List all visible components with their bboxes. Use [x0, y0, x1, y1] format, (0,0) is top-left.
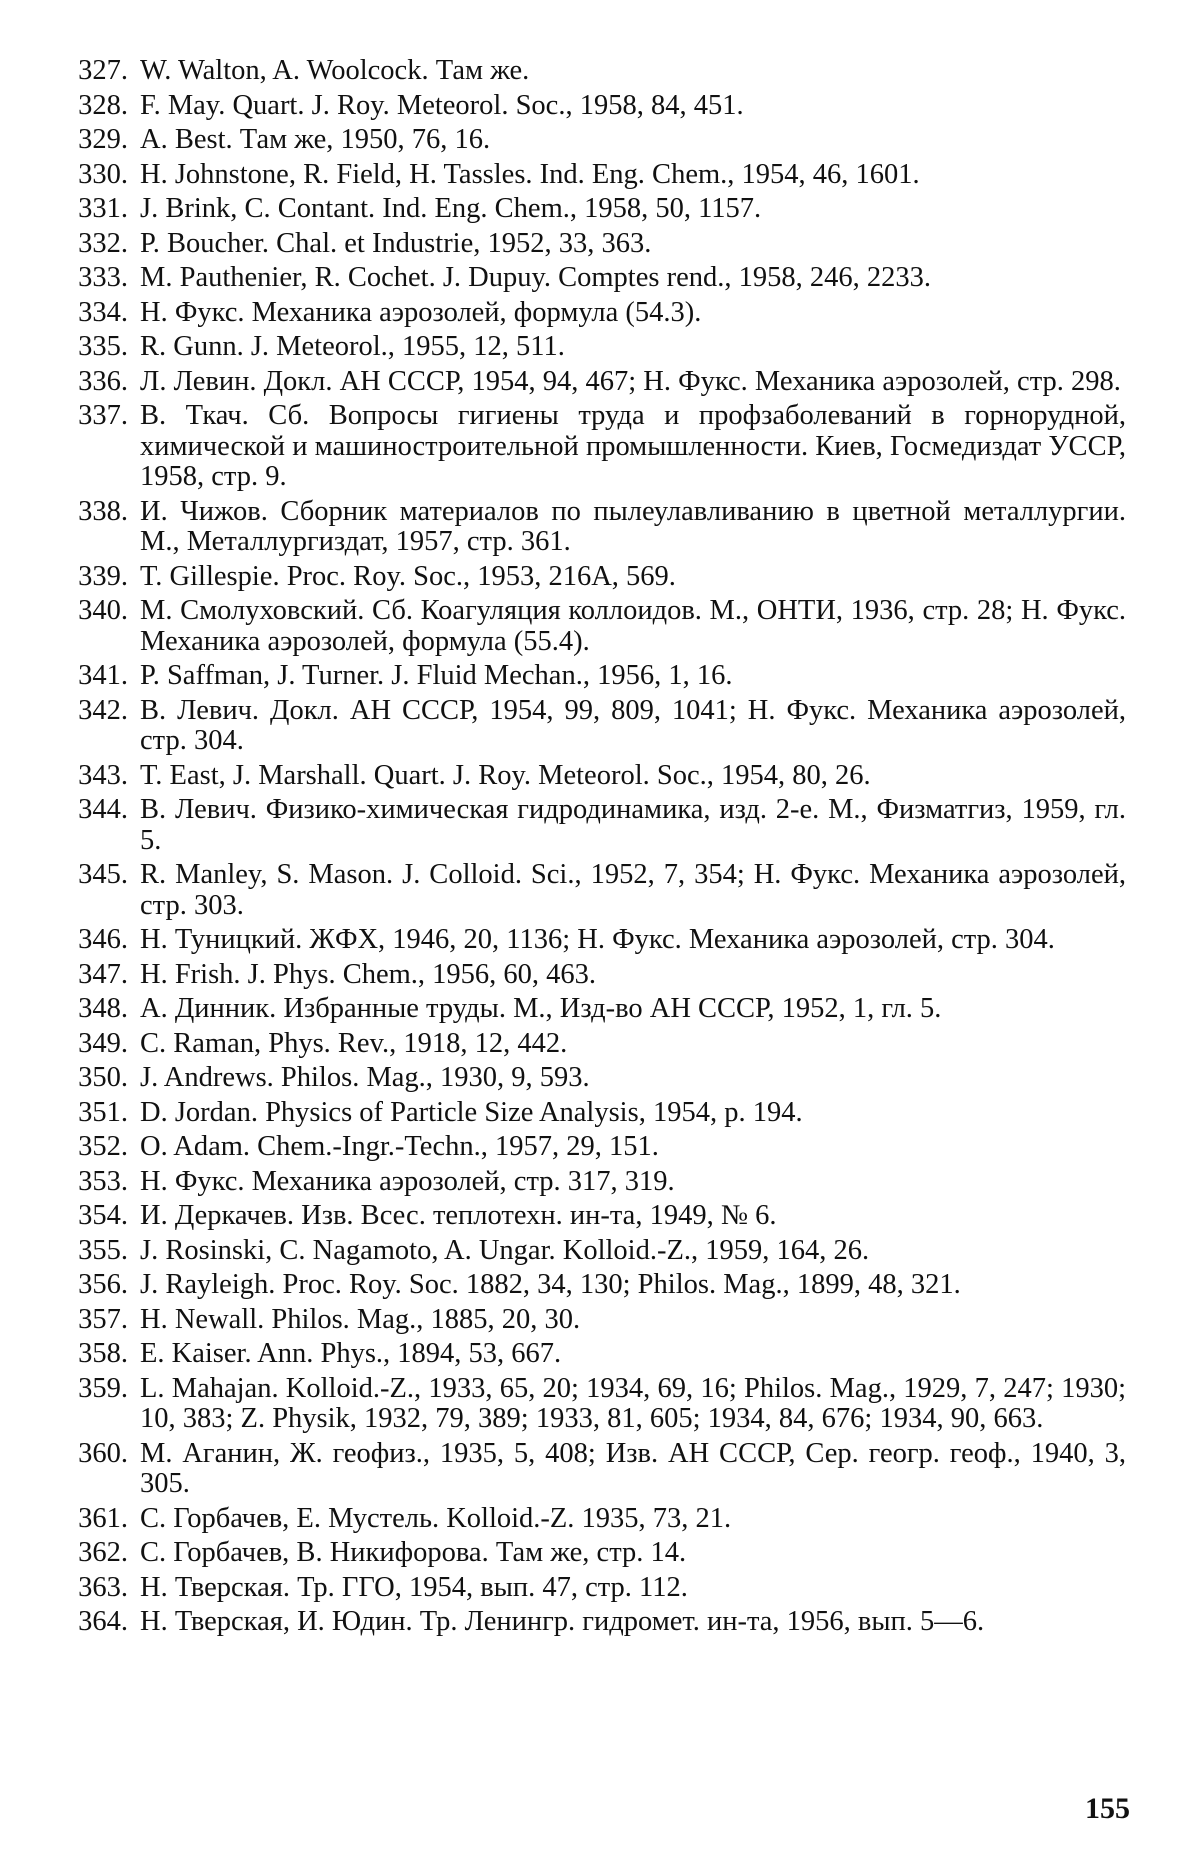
- reference-text: P. Saffman, J. Turner. J. Fluid Mechan., 1956, 1, 16.: [140, 660, 733, 691]
- reference-number: 354.: [78, 1200, 128, 1231]
- reference-number: 361.: [78, 1502, 128, 1534]
- reference-entry: [64, 1305, 1126, 1336]
- reference-number: 357.: [78, 1303, 128, 1335]
- reference-text: C. Raman, Phys. Rev., 1918, 12, 442.: [140, 1027, 568, 1059]
- reference-entry: [64, 91, 1126, 122]
- reference-entry: [64, 1201, 1126, 1232]
- reference-text: H. Frish. J. Phys. Chem., 1956, 60, 463.: [140, 958, 597, 990]
- reference-number: 333.: [78, 262, 128, 293]
- reference-entry: [64, 761, 1126, 792]
- reference-number: 345.: [78, 859, 128, 890]
- reference-list: [64, 56, 1126, 1642]
- reference-number: 340.: [78, 595, 128, 626]
- reference-entry: [64, 263, 1126, 294]
- reference-number: 355.: [78, 1234, 128, 1266]
- reference-entry: [64, 1374, 1126, 1435]
- reference-entry: [64, 1029, 1126, 1060]
- reference-number: 328.: [78, 89, 128, 121]
- reference-text: A. Best. Там же, 1950, 76, 16.: [140, 124, 491, 155]
- reference-text: В. Ткач. Сб. Вопросы гигиены труда и профзаболеваний в горнорудной, химической и машиностроительной промышленности. Киев, Госмедиздат УССР, 1958, стр. 9.: [140, 400, 1126, 492]
- reference-number: 335.: [78, 331, 128, 362]
- reference-entry: [64, 1167, 1126, 1198]
- reference-text: J. Rosinski, C. Nagamoto, A. Ungar. Kolloid.-Z., 1959, 164, 26.: [140, 1234, 870, 1266]
- reference-number: 339.: [78, 560, 128, 592]
- reference-text: В. Левич. Физико-химическая гидродинамика, изд. 2-е. М., Физматгиз, 1959, гл. 5.: [140, 794, 1126, 856]
- reference-entry: [64, 1573, 1126, 1604]
- reference-entry: [64, 860, 1126, 921]
- reference-text: Л. Левин. Докл. АН СССР, 1954, 94, 467; Н. Фукс. Механика аэрозолей, стр. 298.: [140, 365, 1121, 397]
- reference-number: 343.: [78, 759, 128, 791]
- reference-entry: [64, 1339, 1126, 1370]
- reference-number: 346.: [78, 924, 128, 955]
- reference-entry: [64, 1270, 1126, 1301]
- reference-entry: [64, 960, 1126, 991]
- reference-number: 342.: [78, 694, 128, 726]
- reference-entry: [64, 994, 1126, 1025]
- reference-text: С. Горбачев, В. Никифорова. Там же, стр. 14.: [140, 1537, 687, 1568]
- reference-number: 338.: [78, 495, 128, 527]
- reference-number: 348.: [78, 993, 128, 1024]
- reference-text: T. Gillespie. Proc. Roy. Soc., 1953, 216A, 569.: [140, 560, 676, 592]
- reference-entry: [64, 298, 1126, 329]
- reference-text: F. May. Quart. J. Roy. Meteorol. Soc., 1958, 84, 451.: [140, 89, 744, 121]
- reference-text: L. Mahajan. Kolloid.-Z., 1933, 65, 20; 1934, 69, 16; Philos. Mag., 1929, 7, 247; 1930; 10, 383; Z. Physik, 1932, 79, 389; 1933, 81, 605; 1934, 84, 676; 1934, 90, 663.: [140, 1372, 1126, 1434]
- reference-text: J. Rayleigh. Proc. Roy. Soc. 1882, 34, 130; Philos. Mag., 1899, 48, 321.: [140, 1269, 961, 1300]
- reference-entry: [64, 125, 1126, 156]
- reference-text: J. Andrews. Philos. Mag., 1930, 9, 593.: [140, 1062, 590, 1093]
- reference-number: 350.: [78, 1062, 128, 1093]
- reference-number: 362.: [78, 1537, 128, 1568]
- reference-entry: [64, 1439, 1126, 1500]
- page-number: 155: [1085, 1792, 1130, 1825]
- reference-entry: [64, 401, 1126, 493]
- reference-number: 364.: [78, 1606, 128, 1637]
- reference-number: 327.: [78, 55, 128, 86]
- reference-text: И. Деркачев. Изв. Всес. теплотехн. ин-та, 1949, № 6.: [140, 1200, 777, 1231]
- reference-entry: [64, 497, 1126, 558]
- reference-number: 330.: [78, 158, 128, 190]
- reference-number: 336.: [78, 365, 128, 397]
- reference-entry: [64, 1132, 1126, 1163]
- reference-entry: [64, 332, 1126, 363]
- reference-entry: [64, 1607, 1126, 1638]
- reference-text: Н. Фукс. Механика аэрозолей, формула (54.3).: [140, 296, 702, 328]
- reference-text: M. Pauthenier, R. Cochet. J. Dupuy. Comptes rend., 1958, 246, 2233.: [140, 262, 931, 293]
- reference-text: R. Gunn. J. Meteorol., 1955, 12, 511.: [140, 331, 565, 362]
- reference-text: E. Kaiser. Ann. Phys., 1894, 53, 667.: [140, 1338, 562, 1369]
- reference-text: Н. Тверская. Тр. ГГО, 1954, вып. 47, стр. 112.: [140, 1571, 688, 1603]
- reference-entry: [64, 194, 1126, 225]
- reference-entry: [64, 696, 1126, 757]
- reference-text: H. Johnstone, R. Field, H. Tassles. Ind. Eng. Chem., 1954, 46, 1601.: [140, 158, 920, 190]
- reference-entry: [64, 1236, 1126, 1267]
- reference-entry: [64, 795, 1126, 856]
- reference-entry: [64, 56, 1126, 87]
- reference-entry: [64, 367, 1126, 398]
- reference-entry: [64, 160, 1126, 191]
- reference-number: 344.: [78, 794, 128, 825]
- reference-number: 356.: [78, 1269, 128, 1300]
- reference-number: 352.: [78, 1131, 128, 1162]
- reference-number: 363.: [78, 1571, 128, 1603]
- reference-text: O. Adam. Chem.-Ingr.-Techn., 1957, 29, 151.: [140, 1131, 659, 1162]
- reference-entry: [64, 661, 1126, 692]
- reference-number: 359.: [78, 1372, 128, 1404]
- reference-text: W. Walton, A. Woolcock. Там же.: [140, 55, 530, 86]
- reference-text: Н. Тверская, И. Юдин. Тр. Ленингр. гидромет. ин-та, 1956, вып. 5—6.: [140, 1606, 985, 1637]
- reference-entry: [64, 229, 1126, 260]
- reference-entry: [64, 1538, 1126, 1569]
- reference-entry: [64, 925, 1126, 956]
- reference-number: 337.: [78, 400, 128, 431]
- reference-text: И. Чижов. Сборник материалов по пылеулавливанию в цветной металлургии. М., Металлургиздат, 1957, стр. 361.: [140, 495, 1126, 557]
- reference-text: А. Динник. Избранные труды. М., Изд-во АН СССР, 1952, 1, гл. 5.: [140, 993, 942, 1024]
- reference-text: М. Смолуховский. Сб. Коагуляция коллоидов. М., ОНТИ, 1936, стр. 28; Н. Фукс. Механика аэрозолей, формула (55.4).: [140, 595, 1126, 657]
- reference-entry: [64, 1063, 1126, 1094]
- reference-number: 329.: [78, 124, 128, 155]
- reference-entry: [64, 596, 1126, 657]
- reference-number: 347.: [78, 958, 128, 990]
- reference-entry: [64, 562, 1126, 593]
- reference-text: С. Горбачев, Е. Мустель. Kolloid.-Z. 1935, 73, 21.: [140, 1502, 732, 1534]
- reference-text: H. Newall. Philos. Mag., 1885, 20, 30.: [140, 1303, 581, 1335]
- reference-number: 349.: [78, 1027, 128, 1059]
- reference-text: Н. Фукс. Механика аэрозолей, стр. 317, 319.: [140, 1165, 675, 1197]
- reference-text: T. East, J. Marshall. Quart. J. Roy. Meteorol. Soc., 1954, 80, 26.: [140, 759, 871, 791]
- reference-entry: [64, 1098, 1126, 1129]
- reference-number: 358.: [78, 1338, 128, 1369]
- reference-entry: [64, 1504, 1126, 1535]
- reference-text: R. Manley, S. Mason. J. Colloid. Sci., 1952, 7, 354; Н. Фукс. Механика аэрозолей, стр. 303.: [140, 859, 1126, 921]
- reference-number: 334.: [78, 296, 128, 328]
- reference-text: М. Аганин, Ж. геофиз., 1935, 5, 408; Изв. АН СССР, Сер. геогр. геоф., 1940, 3, 305.: [140, 1437, 1126, 1499]
- reference-number: 353.: [78, 1165, 128, 1197]
- reference-number: 331.: [78, 193, 128, 224]
- reference-text: Н. Туницкий. ЖФХ, 1946, 20, 1136; Н. Фукс. Механика аэрозолей, стр. 304.: [140, 924, 1055, 955]
- reference-text: J. Brink, C. Contant. Ind. Eng. Chem., 1958, 50, 1157.: [140, 193, 762, 224]
- reference-number: 351.: [78, 1096, 128, 1128]
- reference-number: 341.: [78, 660, 128, 691]
- reference-number: 360.: [78, 1437, 128, 1469]
- reference-text: В. Левич. Докл. АН СССР, 1954, 99, 809, 1041; Н. Фукс. Механика аэрозолей, стр. 304.: [140, 694, 1126, 756]
- reference-number: 332.: [78, 227, 128, 259]
- reference-text: P. Boucher. Chal. et Industrie, 1952, 33, 363.: [140, 227, 652, 259]
- reference-text: D. Jordan. Physics of Particle Size Analysis, 1954, p. 194.: [140, 1096, 803, 1128]
